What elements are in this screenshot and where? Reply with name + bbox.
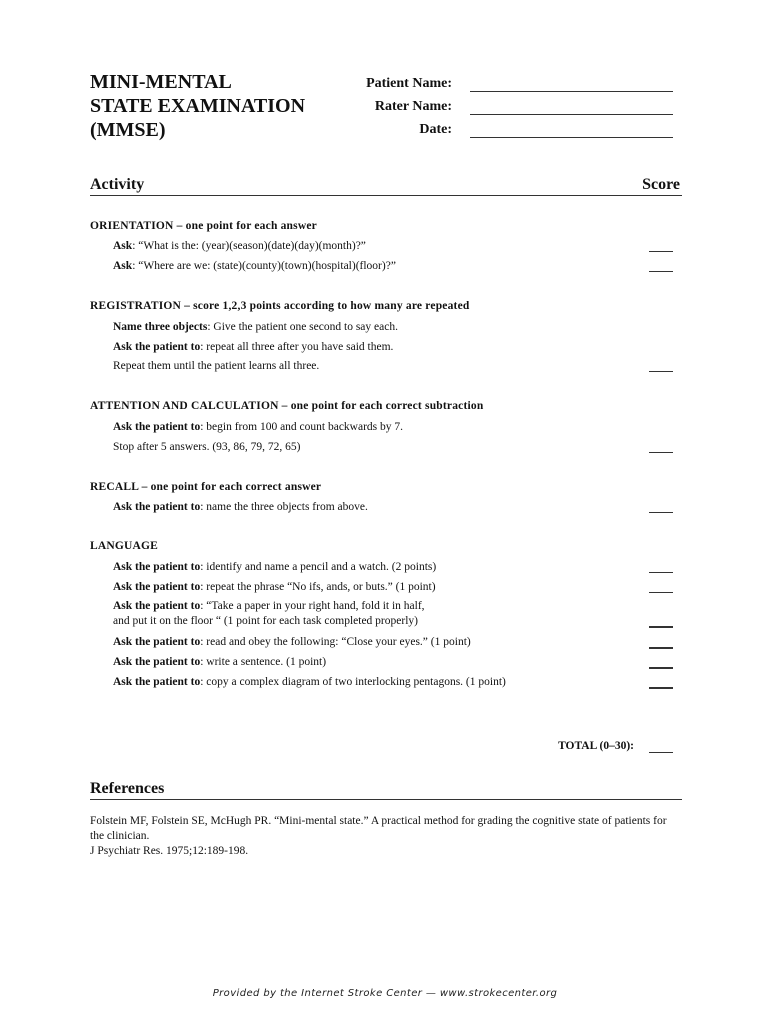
- attention-item-1: [113, 420, 403, 435]
- date-field[interactable]: [470, 137, 673, 138]
- item-text: : “Where are we: (state)(county)(town)(hospital)(floor)?”: [132, 260, 396, 272]
- form-title-line-1: MINI-MENTAL: [90, 71, 232, 93]
- item-text: : write a sentence. (1 point): [200, 656, 327, 668]
- item-text: : copy a complex diagram of two interlocking pentagons. (1 point): [200, 676, 506, 688]
- item-prefix: Ask the patient to: [113, 656, 201, 668]
- references-divider: [90, 799, 682, 800]
- orientation-item-2: [113, 259, 396, 274]
- item-prefix: Ask the patient to: [113, 581, 201, 593]
- language-item-5: [113, 655, 326, 670]
- language-item-3-continued: and put it on the floor “ (1 point for each task completed properly): [113, 615, 418, 627]
- item-prefix: Name three objects: [113, 321, 208, 333]
- language-score-2[interactable]: [649, 592, 673, 593]
- recall-section-title: RECALL – one point for each correct answer: [90, 481, 322, 493]
- registration-item-2: [113, 340, 393, 355]
- page-footer: Provided by the Internet Stroke Center — www.strokecenter.org: [212, 988, 558, 999]
- language-item-3: [113, 599, 425, 614]
- language-item-1: [113, 560, 436, 575]
- item-prefix: Ask the patient to: [113, 421, 201, 433]
- item-prefix: Ask the patient to: [113, 676, 201, 688]
- form-title-line-2: STATE EXAMINATION: [90, 95, 306, 117]
- language-item-4: [113, 635, 471, 650]
- item-text: : Give the patient one second to say each.: [207, 321, 398, 333]
- item-text: : begin from 100 and count backwards by 7.: [200, 421, 404, 433]
- item-text: : read and obey the following: “Close your eyes.” (1 point): [200, 636, 471, 648]
- item-prefix: Ask the patient to: [113, 636, 201, 648]
- registration-section-title: REGISTRATION – score 1,2,3 points according to how many are repeated: [90, 300, 470, 312]
- language-score-3[interactable]: [649, 626, 673, 628]
- reference-entry: [90, 814, 680, 859]
- orientation-item-1: [113, 239, 366, 254]
- total-label: TOTAL (0–30):: [558, 740, 634, 752]
- item-prefix: Ask the patient to: [113, 600, 201, 612]
- language-item-6: [113, 675, 506, 690]
- total-score[interactable]: [649, 752, 673, 753]
- orientation-section-title: ORIENTATION – one point for each answer: [90, 220, 317, 232]
- activity-column-header: Activity: [90, 176, 145, 193]
- attention-item-2: Stop after 5 answers. (93, 86, 79, 72, 65): [113, 441, 301, 453]
- item-prefix: Ask: [113, 240, 133, 252]
- reference-journal: J Psychiatr Res. 1975;12:189-198.: [90, 845, 249, 857]
- form-title-line-3: (MMSE): [90, 119, 166, 141]
- item-prefix: Ask the patient to: [113, 561, 201, 573]
- rater-name-field[interactable]: [470, 114, 673, 115]
- item-text: : identify and name a pencil and a watch. (2 points): [200, 561, 437, 573]
- item-text: : name the three objects from above.: [200, 501, 368, 513]
- header-divider: [90, 195, 682, 196]
- patient-name-field[interactable]: [470, 91, 673, 92]
- registration-item-3: Repeat them until the patient learns all three.: [113, 360, 320, 372]
- attention-section-title: ATTENTION AND CALCULATION – one point for each correct subtraction: [90, 400, 484, 412]
- orientation-score-1[interactable]: [649, 251, 673, 252]
- item-prefix: Ask the patient to: [113, 501, 201, 513]
- language-score-4[interactable]: [649, 647, 673, 649]
- form-title: [90, 70, 305, 142]
- item-prefix: Ask: [113, 260, 133, 272]
- rater-name-label: Rater Name:: [374, 99, 452, 114]
- language-section-title: LANGUAGE: [90, 540, 159, 552]
- references-heading: References: [90, 780, 165, 797]
- registration-score[interactable]: [649, 371, 673, 372]
- score-column-header: Score: [642, 176, 680, 193]
- reference-citation: Folstein MF, Folstein SE, McHugh PR. “Mini-mental state.” A practical method for grading the cognitive state of patients for the clinician.: [90, 815, 667, 842]
- date-label: Date:: [419, 122, 452, 137]
- language-score-5[interactable]: [649, 667, 673, 669]
- patient-name-label: Patient Name:: [366, 76, 452, 91]
- registration-item-1: [113, 320, 398, 335]
- item-text: : “What is the: (year)(season)(date)(day)(month)?”: [132, 240, 366, 252]
- language-score-6[interactable]: [649, 687, 673, 689]
- item-text: : repeat the phrase “No ifs, ands, or buts.” (1 point): [200, 581, 436, 593]
- recall-score[interactable]: [649, 512, 673, 513]
- item-prefix: Ask the patient to: [113, 341, 201, 353]
- attention-score[interactable]: [649, 452, 673, 453]
- item-text: : “Take a paper in your right hand, fold it in half,: [200, 600, 425, 612]
- recall-item-1: [113, 500, 368, 515]
- language-item-2: [113, 580, 436, 595]
- language-score-1[interactable]: [649, 572, 673, 573]
- orientation-score-2[interactable]: [649, 271, 673, 272]
- item-text: : repeat all three after you have said them.: [200, 341, 394, 353]
